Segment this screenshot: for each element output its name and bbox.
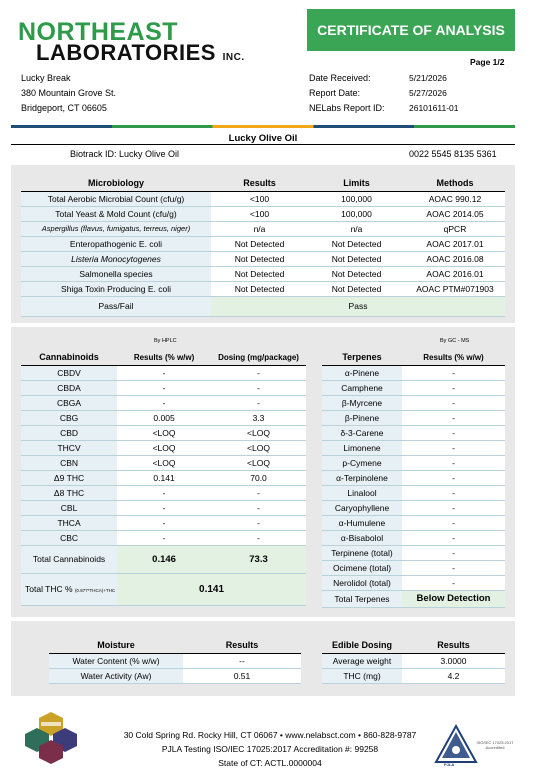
report-labels	[309, 71, 385, 116]
table-row	[322, 560, 505, 575]
micro-test: Enteropathogenic E. coli	[21, 236, 211, 251]
micro-method: qPCR	[405, 221, 505, 236]
cann-header-name: Cannabinoids	[21, 350, 117, 365]
edible-header: Edible Dosing	[322, 638, 402, 653]
cann-result: 0.005	[117, 410, 211, 425]
table-row	[322, 653, 505, 668]
micro-test: Listeria Monocytogenes	[21, 251, 211, 266]
moisture-name: Water Content (% w/w)	[49, 653, 183, 668]
table-row	[322, 470, 505, 485]
cann-dose: <LOQ	[211, 425, 306, 440]
table-row	[21, 455, 306, 470]
biotrack-id: 0022 5545 8135 5361	[409, 149, 497, 159]
micro-test: Salmonella species	[21, 266, 211, 281]
total-thc-value: 0.141	[117, 573, 306, 605]
hplc-label: By HPLC	[154, 338, 177, 344]
table-row	[21, 395, 306, 410]
terp-name: Caryophyllene	[322, 500, 402, 515]
passfail-label: Pass/Fail	[21, 296, 211, 316]
page-number: Page 1/2	[470, 57, 505, 67]
micro-result: <100	[211, 206, 308, 221]
cann-dose: -	[211, 365, 306, 380]
micro-method: AOAC 2016.01	[405, 266, 505, 281]
micro-header-name: Microbiology	[21, 176, 211, 191]
terp-result: -	[402, 575, 505, 590]
micro-limit: Not Detected	[308, 281, 405, 296]
client-address-line2: Bridgeport, CT 06605	[21, 103, 107, 113]
terp-name: Ocimene (total)	[322, 560, 402, 575]
terp-result: -	[402, 365, 505, 380]
footer-state-license: State of CT: ACTL.0000004	[218, 758, 322, 768]
report-id: 26101611-01	[409, 103, 459, 113]
table-row	[21, 425, 306, 440]
terp-name: δ-3-Carene	[322, 425, 402, 440]
cann-name: CBG	[21, 410, 117, 425]
cann-result: -	[117, 395, 211, 410]
cann-name: THCA	[21, 515, 117, 530]
cann-name: CBDV	[21, 365, 117, 380]
micro-test: Total Aerobic Microbial Count (cfu/g)	[21, 191, 211, 206]
moisture-name: Water Activity (Aw)	[49, 668, 183, 683]
passfail-value: Pass	[211, 296, 505, 316]
moisture-result: 0.51	[183, 668, 301, 683]
micro-result: Not Detected	[211, 236, 308, 251]
micro-limit: n/a	[308, 221, 405, 236]
footer-address: 30 Cold Spring Rd. Rocky Hill, CT 06067 • www.nelabsct.com • 860-828-9787	[123, 730, 417, 740]
terp-name: Nerolidol (total)	[322, 575, 402, 590]
iso-accredited-text: ISO/IEC 17025:2017 Accredited	[476, 740, 514, 750]
cann-result: -	[117, 365, 211, 380]
micro-header-limits: Limits	[308, 176, 405, 191]
logo-inc: INC.	[222, 52, 245, 63]
microbiology-table	[21, 176, 505, 317]
cann-result: <LOQ	[117, 440, 211, 455]
terp-result: -	[402, 425, 505, 440]
edible-name: THC (mg)	[322, 668, 402, 683]
cann-dose: -	[211, 380, 306, 395]
table-row	[322, 575, 505, 590]
micro-limit: 100,000	[308, 191, 405, 206]
terp-name: Camphene	[322, 380, 402, 395]
report-id-label: NELabs Report ID:	[309, 103, 385, 113]
table-row	[21, 485, 306, 500]
micro-limit: Not Detected	[308, 266, 405, 281]
terp-name: α-Humulene	[322, 515, 402, 530]
table-row	[322, 485, 505, 500]
gcms-label: By GC - MS	[440, 338, 470, 344]
moisture-result: --	[183, 653, 301, 668]
terp-header-results: Results (% w/w)	[402, 350, 505, 365]
table-row	[322, 455, 505, 470]
table-row	[322, 425, 505, 440]
total-cannabinoids-row	[21, 545, 306, 573]
table-row	[21, 530, 306, 545]
cann-name: CBGA	[21, 395, 117, 410]
terp-header-name: Terpenes	[322, 350, 402, 365]
cann-name: CBN	[21, 455, 117, 470]
total-terpenes-row	[322, 590, 505, 607]
table-row	[21, 206, 505, 221]
edible-dosing-table	[322, 638, 505, 684]
table-row	[49, 653, 301, 668]
micro-method: AOAC PTM#071903	[405, 281, 505, 296]
table-row	[322, 365, 505, 380]
micro-result: Not Detected	[211, 281, 308, 296]
terp-result: -	[402, 560, 505, 575]
terpenes-table	[322, 350, 505, 608]
report-date: 5/27/2026	[409, 88, 447, 98]
total-terpenes-label: Total Terpenes	[322, 590, 402, 607]
biotrack-row	[70, 149, 179, 159]
pjla-label: PJLA	[444, 762, 455, 767]
terp-result: -	[402, 470, 505, 485]
terp-name: α-Terpinolene	[322, 470, 402, 485]
terp-result: -	[402, 515, 505, 530]
sample-divider	[11, 144, 515, 145]
terp-result: -	[402, 395, 505, 410]
edible-result: 3.0000	[402, 653, 505, 668]
table-row	[21, 515, 306, 530]
table-row	[21, 281, 505, 296]
header-stripe	[11, 125, 515, 128]
micro-result: n/a	[211, 221, 308, 236]
moisture-results-header: Results	[183, 638, 301, 653]
cann-name: CBL	[21, 500, 117, 515]
terp-result: -	[402, 455, 505, 470]
cann-result: 0.141	[117, 470, 211, 485]
micro-header-results: Results	[211, 176, 308, 191]
edible-name: Average weight	[322, 653, 402, 668]
terp-result: -	[402, 500, 505, 515]
cann-name: CBDA	[21, 380, 117, 395]
micro-limit: Not Detected	[308, 236, 405, 251]
moisture-table	[49, 638, 301, 684]
client-address	[21, 71, 116, 116]
footer-text	[70, 728, 470, 770]
cann-header-results: Results (% w/w)	[117, 350, 211, 365]
cann-dose: 70.0	[211, 470, 306, 485]
table-row	[21, 251, 505, 266]
total-thc-label-cell	[21, 573, 117, 605]
cann-name: CBC	[21, 530, 117, 545]
micro-test: Shiga Toxin Producing E. coli	[21, 281, 211, 296]
micro-method: AOAC 2016.08	[405, 251, 505, 266]
micro-header-methods: Methods	[405, 176, 505, 191]
table-row	[322, 440, 505, 455]
sample-name: Lucky Olive Oil	[228, 133, 298, 144]
terp-name: α-Pinene	[322, 365, 402, 380]
cann-dose: -	[211, 485, 306, 500]
logo-northeast: NORTHEAST	[18, 18, 179, 46]
table-row	[21, 221, 505, 236]
terp-name: p-Cymene	[322, 455, 402, 470]
cann-name: Δ9 THC	[21, 470, 117, 485]
terp-result: -	[402, 530, 505, 545]
terp-name: Linalool	[322, 485, 402, 500]
footer-accreditation: PJLA Testing ISO/IEC 17025:2017 Accreditation #: 99258	[161, 744, 379, 754]
micro-result: Not Detected	[211, 251, 308, 266]
micro-limit: 100,000	[308, 206, 405, 221]
table-row	[21, 380, 306, 395]
terp-result: -	[402, 440, 505, 455]
cann-result: -	[117, 530, 211, 545]
table-row	[322, 530, 505, 545]
terp-name: Limonene	[322, 440, 402, 455]
terp-result: -	[402, 545, 505, 560]
table-row	[21, 365, 306, 380]
cann-dose: 3.3	[211, 410, 306, 425]
moisture-header: Moisture	[49, 638, 183, 653]
cann-dose: -	[211, 500, 306, 515]
biotrack-label: Biotrack ID:	[70, 149, 117, 159]
cann-header-dosing: Dosing (mg/package)	[211, 350, 306, 365]
date-received-label: Date Received:	[309, 73, 371, 83]
cann-dose: <LOQ	[211, 455, 306, 470]
report-date-label: Report Date:	[309, 88, 361, 98]
cannabinoids-table	[21, 350, 306, 606]
micro-test: Aspergillus (flavus, fumigatus, terreus, niger)	[21, 221, 211, 236]
table-row	[49, 668, 301, 683]
terp-result: -	[402, 380, 505, 395]
terp-name: β-Pinene	[322, 410, 402, 425]
cann-name: CBD	[21, 425, 117, 440]
micro-method: AOAC 2014.05	[405, 206, 505, 221]
micro-result: Not Detected	[211, 266, 308, 281]
table-row	[322, 515, 505, 530]
micro-result: <100	[211, 191, 308, 206]
terp-name: α-Bisabolol	[322, 530, 402, 545]
cann-result: -	[117, 515, 211, 530]
cann-dose: <LOQ	[211, 440, 306, 455]
table-row	[21, 410, 306, 425]
table-row	[322, 380, 505, 395]
cann-result: -	[117, 380, 211, 395]
cann-dose: -	[211, 395, 306, 410]
client-name: Lucky Break	[21, 73, 71, 83]
edible-results-header: Results	[402, 638, 505, 653]
total-thc-label: Total THC %	[25, 584, 73, 594]
biotrack-name: Lucky Olive Oil	[119, 149, 180, 159]
certificate-title: CERTIFICATE OF ANALYSIS	[307, 9, 515, 51]
table-row	[322, 395, 505, 410]
table-row	[322, 500, 505, 515]
terp-name: Terpinene (total)	[322, 545, 402, 560]
total-cannabinoids-result: 0.146	[117, 545, 211, 573]
terp-result: -	[402, 410, 505, 425]
table-row	[322, 668, 505, 683]
terp-result: -	[402, 485, 505, 500]
micro-method: AOAC 990.12	[405, 191, 505, 206]
passfail-row	[21, 296, 505, 316]
terp-name: β-Myrcene	[322, 395, 402, 410]
table-row	[322, 545, 505, 560]
date-received: 5/21/2026	[409, 73, 447, 83]
total-thc-formula: (0.877*THCA)+THC	[74, 588, 116, 593]
table-row	[21, 500, 306, 515]
micro-limit: Not Detected	[308, 251, 405, 266]
micro-test: Total Yeast & Mold Count (cfu/g)	[21, 206, 211, 221]
cann-name: Δ8 THC	[21, 485, 117, 500]
total-cannabinoids-label: Total Cannabinoids	[21, 545, 117, 573]
client-address-line1: 380 Mountain Grove St.	[21, 88, 117, 98]
total-cannabinoids-dose: 73.3	[211, 545, 306, 573]
table-row	[21, 236, 505, 251]
table-row	[21, 470, 306, 485]
cann-result: <LOQ	[117, 425, 211, 440]
cann-result: -	[117, 485, 211, 500]
table-row	[21, 191, 505, 206]
cann-result: <LOQ	[117, 455, 211, 470]
table-row	[21, 440, 306, 455]
total-thc-row	[21, 573, 306, 605]
cann-dose: -	[211, 530, 306, 545]
cann-name: THCV	[21, 440, 117, 455]
table-row	[322, 410, 505, 425]
cann-result: -	[117, 500, 211, 515]
total-terpenes-value: Below Detection	[402, 590, 505, 607]
edible-result: 4.2	[402, 668, 505, 683]
logo-laboratories-text: LABORATORIES	[36, 40, 216, 65]
cann-dose: -	[211, 515, 306, 530]
logo-laboratories	[36, 40, 245, 66]
micro-method: AOAC 2017.01	[405, 236, 505, 251]
table-row	[21, 266, 505, 281]
report-values	[409, 71, 458, 116]
